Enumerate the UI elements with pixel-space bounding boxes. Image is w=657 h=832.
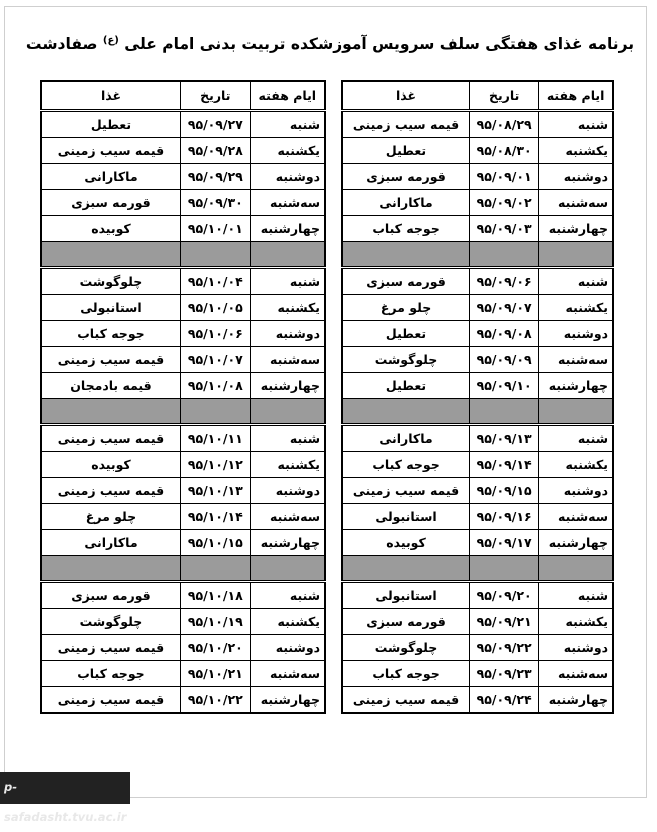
table-row xyxy=(342,138,613,164)
day-cell: یکشنبه xyxy=(250,295,325,321)
date-cell: ۹۵/۱۰/۰۴ xyxy=(180,268,250,295)
separator-cell xyxy=(250,556,325,582)
title-end: صفادشت xyxy=(25,35,98,54)
food-cell: چلوگوشت xyxy=(41,609,180,635)
food-cell: ماکارانی xyxy=(342,425,470,452)
food-cell: قیمه سیب زمینی xyxy=(41,347,180,373)
food-cell: قیمه سیب زمینی xyxy=(41,478,180,504)
food-cell: قیمه سیب زمینی xyxy=(41,687,180,714)
table-header-row xyxy=(342,81,613,111)
day-cell: یکشنبه xyxy=(539,609,613,635)
day-cell: چهارشنبه xyxy=(250,373,325,399)
day-cell: سه‌شنبه xyxy=(250,661,325,687)
food-cell: قورمه سبزی xyxy=(342,609,470,635)
day-cell: دوشنبه xyxy=(250,478,325,504)
date-cell: ۹۵/۱۰/۱۲ xyxy=(180,452,250,478)
food-cell: ماکارانی xyxy=(342,190,470,216)
separator-cell xyxy=(539,242,613,268)
date-cell: ۹۵/۱۰/۰۶ xyxy=(180,321,250,347)
table-row xyxy=(342,111,613,138)
date-cell: ۹۵/۰۹/۲۸ xyxy=(180,138,250,164)
day-cell: شنبه xyxy=(250,268,325,295)
food-cell: قورمه سبزی xyxy=(41,582,180,609)
food-cell: چلو مرغ xyxy=(41,504,180,530)
table-row xyxy=(41,452,325,478)
table-row xyxy=(41,609,325,635)
day-cell: یکشنبه xyxy=(539,138,613,164)
food-cell: قیمه سیب زمینی xyxy=(41,138,180,164)
site-watermark: p-safadasht.tvu.ac.ir xyxy=(0,772,130,804)
date-cell: ۹۵/۰۹/۱۴ xyxy=(470,452,539,478)
food-cell: استانبولی xyxy=(342,582,470,609)
page-title xyxy=(20,30,640,55)
day-cell: شنبه xyxy=(539,111,613,138)
day-cell: چهارشنبه xyxy=(250,687,325,714)
separator-cell xyxy=(342,556,470,582)
table-row xyxy=(41,635,325,661)
date-cell: ۹۵/۱۰/۱۱ xyxy=(180,425,250,452)
day-cell: چهارشنبه xyxy=(539,373,613,399)
day-cell: دوشنبه xyxy=(250,635,325,661)
separator-cell xyxy=(470,556,539,582)
date-cell: ۹۵/۰۹/۲۳ xyxy=(470,661,539,687)
separator-cell xyxy=(180,556,250,582)
date-cell: ۹۵/۰۹/۰۸ xyxy=(470,321,539,347)
food-cell: جوجه کباب xyxy=(41,321,180,347)
food-cell: جوجه کباب xyxy=(41,661,180,687)
day-cell: چهارشنبه xyxy=(539,530,613,556)
day-cell: سه‌شنبه xyxy=(250,504,325,530)
food-cell: چلوگوشت xyxy=(342,635,470,661)
separator-cell xyxy=(41,556,180,582)
table-row xyxy=(342,216,613,242)
table-row xyxy=(41,190,325,216)
food-cell: کوبیده xyxy=(41,216,180,242)
table-row xyxy=(342,661,613,687)
date-cell: ۹۵/۱۰/۱۸ xyxy=(180,582,250,609)
day-cell: دوشنبه xyxy=(250,321,325,347)
table-row xyxy=(342,504,613,530)
separator-cell xyxy=(41,399,180,425)
food-cell: ماکارانی xyxy=(41,164,180,190)
day-cell: چهارشنبه xyxy=(539,216,613,242)
date-cell: ۹۵/۱۰/۱۵ xyxy=(180,530,250,556)
table-row xyxy=(41,530,325,556)
date-cell: ۹۵/۰۹/۲۰ xyxy=(470,582,539,609)
day-cell: چهارشنبه xyxy=(539,687,613,714)
week-separator xyxy=(41,556,325,582)
food-cell: تعطیل xyxy=(342,138,470,164)
schedule-table-right xyxy=(341,80,614,714)
title-superscript: (ع) xyxy=(102,35,119,46)
date-cell: ۹۵/۱۰/۱۴ xyxy=(180,504,250,530)
date-cell: ۹۵/۱۰/۰۵ xyxy=(180,295,250,321)
date-cell: ۹۵/۰۹/۱۶ xyxy=(470,504,539,530)
day-cell: یکشنبه xyxy=(250,138,325,164)
date-cell: ۹۵/۰۹/۰۲ xyxy=(470,190,539,216)
table-row xyxy=(41,687,325,714)
food-cell: قیمه سیب زمینی xyxy=(342,111,470,138)
food-cell: چلو مرغ xyxy=(342,295,470,321)
food-cell: قورمه سبزی xyxy=(342,268,470,295)
food-cell: چلوگوشت xyxy=(342,347,470,373)
date-cell: ۹۵/۰۹/۰۶ xyxy=(470,268,539,295)
date-cell: ۹۵/۱۰/۰۱ xyxy=(180,216,250,242)
date-cell: ۹۵/۱۰/۲۱ xyxy=(180,661,250,687)
date-cell: ۹۵/۰۹/۲۴ xyxy=(470,687,539,714)
separator-cell xyxy=(180,242,250,268)
date-cell: ۹۵/۰۹/۱۰ xyxy=(470,373,539,399)
table-row xyxy=(41,504,325,530)
week-separator xyxy=(342,242,613,268)
day-cell: شنبه xyxy=(250,425,325,452)
table-row xyxy=(342,635,613,661)
food-cell: جوجه کباب xyxy=(342,661,470,687)
table-row xyxy=(342,452,613,478)
separator-cell xyxy=(342,399,470,425)
day-cell: دوشنبه xyxy=(539,164,613,190)
day-cell: یکشنبه xyxy=(250,609,325,635)
table-row xyxy=(342,478,613,504)
date-cell: ۹۵/۱۰/۰۸ xyxy=(180,373,250,399)
date-cell: ۹۵/۱۰/۱۹ xyxy=(180,609,250,635)
table-row xyxy=(41,478,325,504)
date-cell: ۹۵/۱۰/۰۷ xyxy=(180,347,250,373)
header-food: غذا xyxy=(41,81,180,111)
date-cell: ۹۵/۰۹/۲۲ xyxy=(470,635,539,661)
table-row xyxy=(41,425,325,452)
table-header-row xyxy=(41,81,325,111)
food-cell: قیمه بادمجان xyxy=(41,373,180,399)
date-cell: ۹۵/۰۹/۲۹ xyxy=(180,164,250,190)
day-cell: شنبه xyxy=(539,268,613,295)
header-food: غذا xyxy=(342,81,470,111)
table-row xyxy=(342,295,613,321)
day-cell: شنبه xyxy=(250,111,325,138)
table-row xyxy=(342,687,613,714)
food-cell: استانبولی xyxy=(342,504,470,530)
date-cell: ۹۵/۰۹/۲۱ xyxy=(470,609,539,635)
week-separator xyxy=(342,399,613,425)
separator-cell xyxy=(539,399,613,425)
day-cell: چهارشنبه xyxy=(250,530,325,556)
date-cell: ۹۵/۰۸/۲۹ xyxy=(470,111,539,138)
food-cell: تعطیل xyxy=(342,321,470,347)
table-row xyxy=(41,347,325,373)
day-cell: شنبه xyxy=(539,425,613,452)
food-cell: قیمه سیب زمینی xyxy=(342,687,470,714)
week-separator xyxy=(41,242,325,268)
food-cell: قورمه سبزی xyxy=(41,190,180,216)
day-cell: یکشنبه xyxy=(539,295,613,321)
date-cell: ۹۵/۰۹/۱۵ xyxy=(470,478,539,504)
date-cell: ۹۵/۰۹/۱۳ xyxy=(470,425,539,452)
table-row xyxy=(41,321,325,347)
food-cell: کوبیده xyxy=(342,530,470,556)
separator-cell xyxy=(41,242,180,268)
food-cell: استانبولی xyxy=(41,295,180,321)
table-row xyxy=(342,530,613,556)
table-row xyxy=(41,164,325,190)
header-day: ایام هفته xyxy=(250,81,325,111)
table-row xyxy=(342,190,613,216)
food-cell: تعطیل xyxy=(41,111,180,138)
separator-cell xyxy=(180,399,250,425)
day-cell: دوشنبه xyxy=(539,635,613,661)
day-cell: یکشنبه xyxy=(539,452,613,478)
table-row xyxy=(41,268,325,295)
table-row xyxy=(342,347,613,373)
separator-cell xyxy=(342,242,470,268)
table-row xyxy=(41,295,325,321)
date-cell: ۹۵/۰۹/۰۹ xyxy=(470,347,539,373)
day-cell: شنبه xyxy=(250,582,325,609)
date-cell: ۹۵/۰۹/۰۳ xyxy=(470,216,539,242)
separator-cell xyxy=(250,242,325,268)
food-cell: ماکارانی xyxy=(41,530,180,556)
separator-cell xyxy=(470,242,539,268)
food-cell: قیمه سیب زمینی xyxy=(41,635,180,661)
header-date: تاریخ xyxy=(180,81,250,111)
day-cell: سه‌شنبه xyxy=(250,190,325,216)
table-row xyxy=(342,425,613,452)
date-cell: ۹۵/۱۰/۲۲ xyxy=(180,687,250,714)
week-separator xyxy=(342,556,613,582)
food-cell: قیمه سیب زمینی xyxy=(342,478,470,504)
header-date: تاریخ xyxy=(470,81,539,111)
schedule-table-left xyxy=(40,80,326,714)
date-cell: ۹۵/۰۹/۰۷ xyxy=(470,295,539,321)
table-row xyxy=(342,373,613,399)
day-cell: سه‌شنبه xyxy=(539,661,613,687)
date-cell: ۹۵/۱۰/۱۳ xyxy=(180,478,250,504)
date-cell: ۹۵/۰۹/۲۷ xyxy=(180,111,250,138)
food-cell: چلوگوشت xyxy=(41,268,180,295)
separator-cell xyxy=(250,399,325,425)
date-cell: ۹۵/۱۰/۲۰ xyxy=(180,635,250,661)
separator-cell xyxy=(539,556,613,582)
week-separator xyxy=(41,399,325,425)
food-cell: جوجه کباب xyxy=(342,452,470,478)
table-row xyxy=(41,111,325,138)
date-cell: ۹۵/۰۸/۳۰ xyxy=(470,138,539,164)
day-cell: سه‌شنبه xyxy=(539,347,613,373)
day-cell: چهارشنبه xyxy=(250,216,325,242)
food-cell: تعطیل xyxy=(342,373,470,399)
day-cell: دوشنبه xyxy=(539,321,613,347)
table-row xyxy=(41,582,325,609)
table-row xyxy=(41,138,325,164)
separator-cell xyxy=(470,399,539,425)
table-row xyxy=(41,216,325,242)
day-cell: شنبه xyxy=(539,582,613,609)
table-row xyxy=(342,609,613,635)
day-cell: دوشنبه xyxy=(250,164,325,190)
food-cell: قورمه سبزی xyxy=(342,164,470,190)
day-cell: سه‌شنبه xyxy=(539,190,613,216)
table-row xyxy=(342,164,613,190)
day-cell: سه‌شنبه xyxy=(539,504,613,530)
date-cell: ۹۵/۰۹/۱۷ xyxy=(470,530,539,556)
day-cell: سه‌شنبه xyxy=(250,347,325,373)
title-text: برنامه غذای هفتگی سلف سرویس آموزشکده تربیت بدنی امام علی xyxy=(124,35,635,54)
table-row xyxy=(41,661,325,687)
date-cell: ۹۵/۰۹/۳۰ xyxy=(180,190,250,216)
header-day: ایام هفته xyxy=(539,81,613,111)
food-cell: کوبیده xyxy=(41,452,180,478)
date-cell: ۹۵/۰۹/۰۱ xyxy=(470,164,539,190)
food-cell: جوجه کباب xyxy=(342,216,470,242)
food-cell: قیمه سیب زمینی xyxy=(41,425,180,452)
table-row xyxy=(342,268,613,295)
day-cell: یکشنبه xyxy=(250,452,325,478)
table-row xyxy=(342,582,613,609)
day-cell: دوشنبه xyxy=(539,478,613,504)
table-row xyxy=(342,321,613,347)
table-row xyxy=(41,373,325,399)
